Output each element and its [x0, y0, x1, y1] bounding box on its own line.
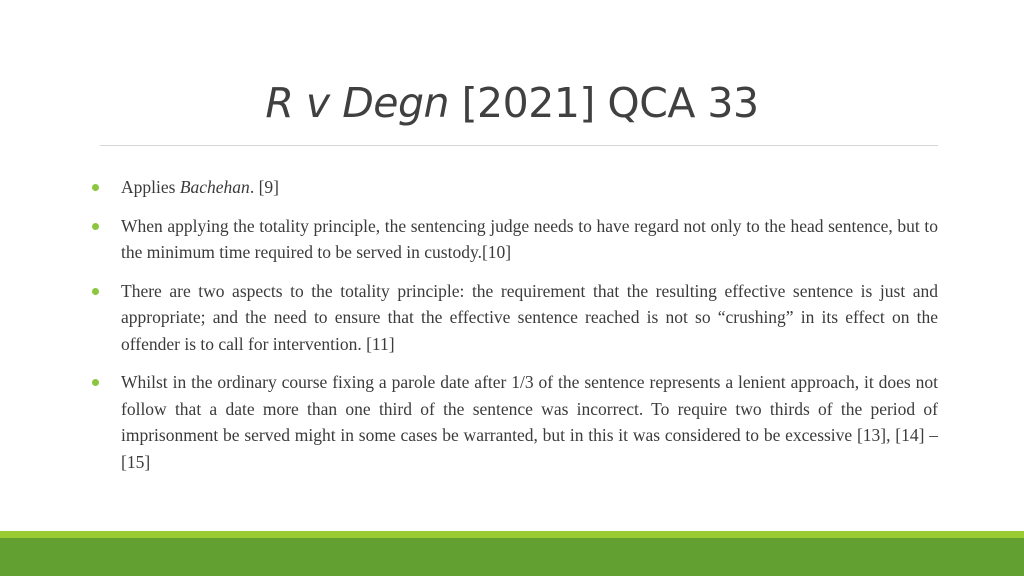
footer-band — [0, 538, 1024, 576]
citation: [2021] QCA 33 — [449, 79, 759, 128]
case-name: R v Degn — [265, 79, 450, 128]
bullet-item — [88, 213, 938, 266]
bullet-text: When applying the totality principle, the sentencing judge needs to have regard not only to the head sentence, but to the minimum time required to be served in custody.[10] — [121, 215, 938, 262]
bullet-dot-icon — [92, 184, 99, 191]
footer-band-accent — [0, 531, 1024, 538]
bullet-dot-icon — [92, 379, 99, 386]
bullet-list — [88, 174, 938, 487]
title-divider — [100, 145, 938, 146]
bullet-item — [88, 278, 938, 358]
bullet-item — [88, 174, 938, 201]
bullet-text: . [9] — [249, 177, 279, 197]
bullet-dot-icon — [92, 223, 99, 230]
bullet-case-name: Bachehan — [179, 177, 250, 197]
bullet-text: Applies — [121, 177, 180, 197]
bullet-dot-icon — [92, 288, 99, 295]
bullet-item — [88, 369, 938, 475]
bullet-text: There are two aspects to the totality principle: the requirement that the resulting effective sentence is just and appropriate; and the need to ensure that the effective sentence reached is not so “crushing” in its effect on the offender is to call for intervention. [11] — [121, 280, 938, 354]
slide-title — [0, 79, 1024, 127]
bullet-text: Whilst in the ordinary course fixing a parole date after 1/3 of the sentence represents a lenient approach, it does not follow that a date more than one third of the sentence was incorrect. To require two thirds of the period of imprisonment be served might in some cases be warranted, but in this it was considered to be excessive [13], [14] – [15] — [121, 372, 938, 472]
